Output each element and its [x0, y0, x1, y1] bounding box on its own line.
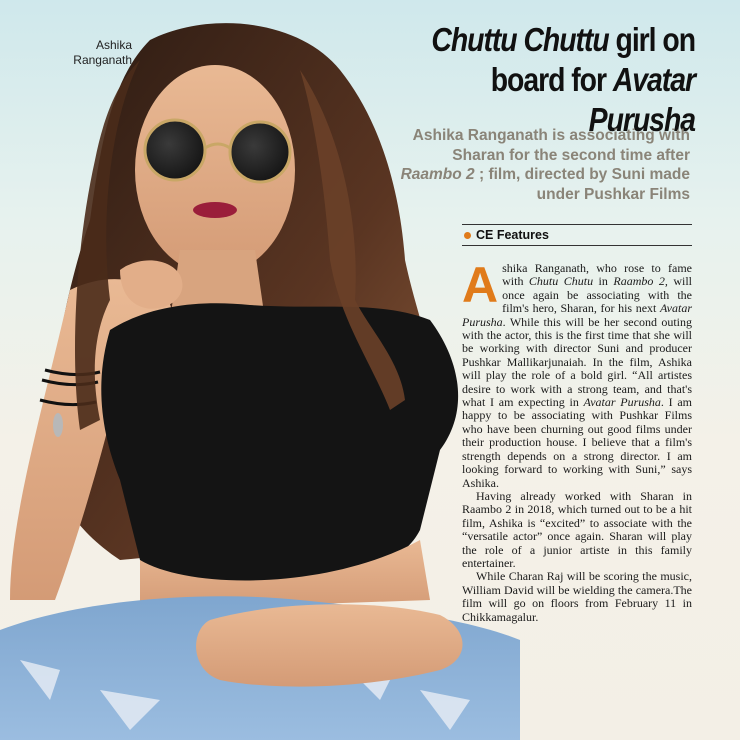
paragraph-3: While Charan Raj will be scoring the music, William David will be wielding the camera.The film will go on floors from February 11 in Chikkamagalur. — [462, 569, 692, 624]
black-top — [101, 303, 458, 590]
deck-part-1: Ashika Ranganath is associating with Sharan for the second time after — [412, 127, 690, 164]
deck-part-2: ; film, directed by Suni made under Pushkar Films — [474, 166, 690, 203]
p1-text-d: . While this will be her second outing with the actor, this is the first time that she will be working with director Suni and producer Pushkar Mallikarjunaiah. In the film, Ashika will play the role of a bold girl. “All artistes desire to work with a strong team, and that's what I am expecting in — [462, 314, 692, 410]
article-body — [462, 257, 693, 624]
drop-cap: A — [462, 257, 499, 313]
headline-plain-2: board for — [490, 61, 613, 98]
bullet-icon — [464, 232, 471, 239]
p1-italic-2: Raambo 2, — [613, 274, 668, 289]
headline-italic-2: Avatar Purusha — [588, 61, 695, 138]
headline-italic-1: Chuttu Chuttu — [431, 21, 609, 58]
photo-caption: Ashika Ranganath — [73, 38, 132, 67]
p1-italic-4: Avatar Purusha — [583, 395, 661, 410]
byline — [462, 224, 692, 246]
headline-rest-1: girl on — [608, 21, 695, 58]
paragraph-2: Having already worked with Sharan in Raambo 2 in 2018, which turned out to be a hit film, Ashika is “excited” to associate with the “versatile actor” once again. Sharan will play the role of a junior artiste in this family entertainer. — [462, 488, 692, 570]
paragraph-1 — [462, 257, 693, 490]
headline — [381, 20, 695, 140]
deck-italic: Raambo 2 — [400, 166, 475, 183]
byline-text: CE Features — [476, 228, 549, 242]
p1-italic-1: Chutu Chutu — [528, 274, 594, 289]
p1-italic-3: Avatar Purusha — [462, 301, 692, 329]
p1-text-b: in — [593, 274, 614, 289]
p1-text-e: . I am happy to be associating with Pushkar Films who have been churning out good films under their production house. I believe that a film's strength depends on a strong director. I am looking forward to working with Suni,” says Ashika. — [462, 395, 693, 490]
lips — [193, 202, 237, 218]
deck-subheadline — [395, 126, 690, 204]
p1-text-c: will once again be associating with the film's hero, Sharan, for his next — [502, 274, 693, 316]
p1-text-a: shika Ranganath, who rose to fame with — [502, 261, 692, 289]
